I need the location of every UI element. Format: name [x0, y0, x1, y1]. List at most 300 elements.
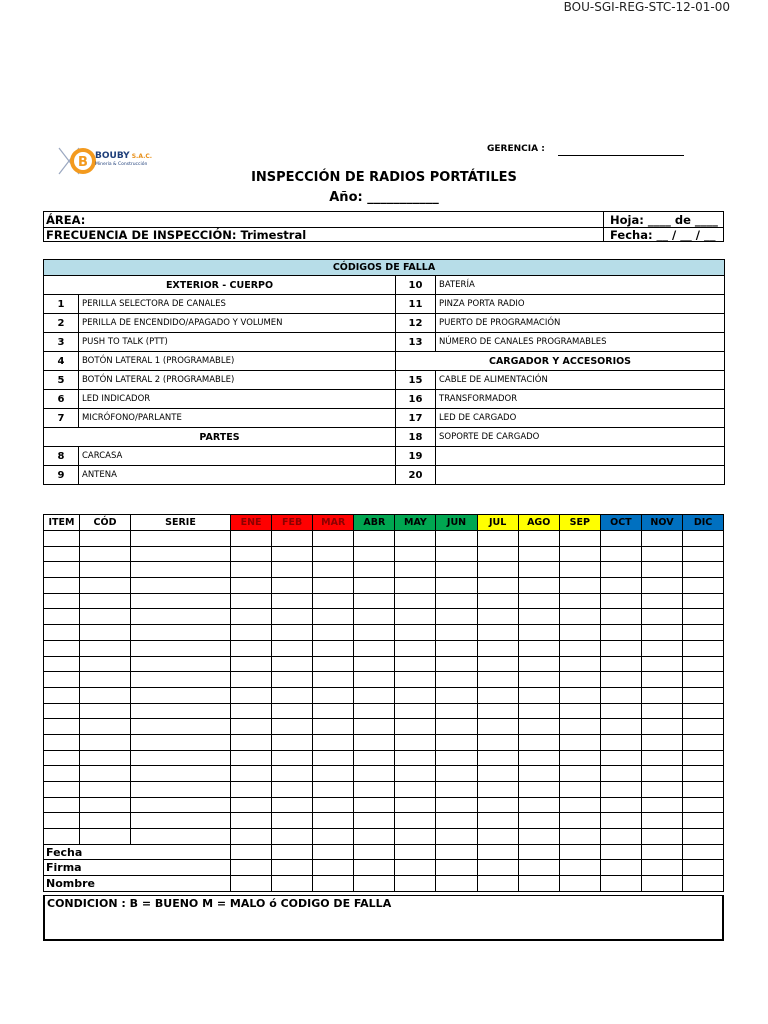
month-cell[interactable] — [354, 766, 395, 782]
month-cell[interactable] — [600, 609, 641, 625]
month-cell[interactable] — [477, 734, 518, 750]
month-cell[interactable] — [600, 687, 641, 703]
month-cell[interactable] — [600, 813, 641, 829]
month-cell[interactable] — [559, 531, 600, 547]
signature-cell[interactable] — [354, 860, 395, 876]
signature-cell[interactable] — [354, 844, 395, 860]
month-cell[interactable] — [313, 578, 354, 594]
month-cell[interactable] — [683, 609, 724, 625]
item-cell[interactable] — [44, 656, 80, 672]
month-cell[interactable] — [272, 797, 313, 813]
signature-cell[interactable] — [231, 860, 272, 876]
serie-cell[interactable] — [131, 625, 231, 641]
month-cell[interactable] — [559, 813, 600, 829]
month-cell[interactable] — [477, 578, 518, 594]
month-cell[interactable] — [641, 734, 682, 750]
month-cell[interactable] — [600, 734, 641, 750]
serie-cell[interactable] — [131, 687, 231, 703]
month-cell[interactable] — [477, 719, 518, 735]
month-cell[interactable] — [313, 640, 354, 656]
month-cell[interactable] — [477, 546, 518, 562]
code-cell[interactable] — [80, 625, 131, 641]
signature-cell[interactable] — [231, 876, 272, 892]
month-cell[interactable] — [477, 625, 518, 641]
month-cell[interactable] — [518, 750, 559, 766]
month-cell[interactable] — [477, 829, 518, 845]
code-cell[interactable] — [80, 797, 131, 813]
month-cell[interactable] — [354, 625, 395, 641]
month-cell[interactable] — [272, 593, 313, 609]
month-cell[interactable] — [683, 813, 724, 829]
month-cell[interactable] — [272, 625, 313, 641]
month-cell[interactable] — [600, 672, 641, 688]
month-cell[interactable] — [641, 625, 682, 641]
item-cell[interactable] — [44, 703, 80, 719]
month-cell[interactable] — [272, 782, 313, 798]
signature-cell[interactable] — [477, 844, 518, 860]
month-cell[interactable] — [641, 593, 682, 609]
month-cell[interactable] — [395, 562, 436, 578]
item-cell[interactable] — [44, 546, 80, 562]
month-cell[interactable] — [641, 531, 682, 547]
area-field[interactable]: ÁREA: — [46, 213, 86, 227]
month-cell[interactable] — [559, 829, 600, 845]
month-cell[interactable] — [641, 719, 682, 735]
serie-cell[interactable] — [131, 766, 231, 782]
serie-cell[interactable] — [131, 782, 231, 798]
month-cell[interactable] — [272, 672, 313, 688]
serie-cell[interactable] — [131, 531, 231, 547]
month-cell[interactable] — [683, 546, 724, 562]
month-cell[interactable] — [600, 797, 641, 813]
month-cell[interactable] — [518, 687, 559, 703]
month-cell[interactable] — [436, 750, 477, 766]
month-cell[interactable] — [559, 750, 600, 766]
month-cell[interactable] — [436, 766, 477, 782]
month-cell[interactable] — [559, 625, 600, 641]
item-cell[interactable] — [44, 797, 80, 813]
month-cell[interactable] — [641, 687, 682, 703]
item-cell[interactable] — [44, 625, 80, 641]
code-cell[interactable] — [80, 750, 131, 766]
month-cell[interactable] — [231, 656, 272, 672]
month-cell[interactable] — [683, 703, 724, 719]
month-cell[interactable] — [477, 640, 518, 656]
month-cell[interactable] — [641, 766, 682, 782]
signature-cell[interactable] — [231, 844, 272, 860]
month-cell[interactable] — [231, 766, 272, 782]
month-cell[interactable] — [395, 546, 436, 562]
month-cell[interactable] — [641, 797, 682, 813]
month-cell[interactable] — [395, 782, 436, 798]
month-cell[interactable] — [518, 656, 559, 672]
month-cell[interactable] — [313, 766, 354, 782]
month-cell[interactable] — [683, 687, 724, 703]
serie-cell[interactable] — [131, 562, 231, 578]
code-cell[interactable] — [80, 609, 131, 625]
month-cell[interactable] — [518, 578, 559, 594]
month-cell[interactable] — [559, 640, 600, 656]
code-cell[interactable] — [80, 813, 131, 829]
month-cell[interactable] — [559, 719, 600, 735]
month-cell[interactable] — [559, 687, 600, 703]
month-cell[interactable] — [477, 656, 518, 672]
signature-cell[interactable] — [683, 860, 724, 876]
month-cell[interactable] — [436, 734, 477, 750]
serie-cell[interactable] — [131, 672, 231, 688]
signature-cell[interactable] — [559, 876, 600, 892]
month-cell[interactable] — [313, 672, 354, 688]
signature-cell[interactable] — [477, 876, 518, 892]
month-cell[interactable] — [559, 656, 600, 672]
month-cell[interactable] — [600, 829, 641, 845]
code-cell[interactable] — [80, 719, 131, 735]
month-cell[interactable] — [600, 546, 641, 562]
code-cell[interactable] — [80, 687, 131, 703]
signature-cell[interactable] — [436, 860, 477, 876]
month-cell[interactable] — [395, 625, 436, 641]
month-cell[interactable] — [272, 719, 313, 735]
item-cell[interactable] — [44, 562, 80, 578]
month-cell[interactable] — [683, 782, 724, 798]
month-cell[interactable] — [231, 593, 272, 609]
month-cell[interactable] — [641, 829, 682, 845]
signature-cell[interactable] — [313, 844, 354, 860]
code-cell[interactable] — [80, 672, 131, 688]
month-cell[interactable] — [272, 750, 313, 766]
sheet-field[interactable]: Hoja: ____ de ____ — [610, 213, 718, 227]
month-cell[interactable] — [395, 829, 436, 845]
month-cell[interactable] — [354, 829, 395, 845]
month-cell[interactable] — [231, 640, 272, 656]
month-cell[interactable] — [436, 719, 477, 735]
month-cell[interactable] — [395, 687, 436, 703]
month-cell[interactable] — [354, 734, 395, 750]
month-cell[interactable] — [313, 609, 354, 625]
year-field[interactable]: Año: ___________ — [329, 190, 439, 205]
month-cell[interactable] — [683, 719, 724, 735]
code-cell[interactable] — [80, 578, 131, 594]
signature-cell[interactable] — [600, 860, 641, 876]
month-cell[interactable] — [354, 782, 395, 798]
serie-cell[interactable] — [131, 609, 231, 625]
month-cell[interactable] — [683, 593, 724, 609]
serie-cell[interactable] — [131, 593, 231, 609]
month-cell[interactable] — [231, 782, 272, 798]
signature-cell[interactable] — [518, 876, 559, 892]
month-cell[interactable] — [518, 625, 559, 641]
month-cell[interactable] — [641, 656, 682, 672]
item-cell[interactable] — [44, 640, 80, 656]
signature-cell[interactable] — [272, 860, 313, 876]
month-cell[interactable] — [313, 829, 354, 845]
month-cell[interactable] — [395, 719, 436, 735]
month-cell[interactable] — [272, 734, 313, 750]
code-cell[interactable] — [80, 766, 131, 782]
month-cell[interactable] — [436, 625, 477, 641]
month-cell[interactable] — [436, 640, 477, 656]
serie-cell[interactable] — [131, 813, 231, 829]
month-cell[interactable] — [559, 609, 600, 625]
signature-cell[interactable] — [559, 860, 600, 876]
month-cell[interactable] — [559, 546, 600, 562]
month-cell[interactable] — [518, 562, 559, 578]
month-cell[interactable] — [683, 578, 724, 594]
month-cell[interactable] — [600, 562, 641, 578]
month-cell[interactable] — [600, 578, 641, 594]
month-cell[interactable] — [518, 829, 559, 845]
month-cell[interactable] — [600, 640, 641, 656]
signature-cell[interactable] — [395, 844, 436, 860]
month-cell[interactable] — [231, 829, 272, 845]
serie-cell[interactable] — [131, 719, 231, 735]
month-cell[interactable] — [354, 578, 395, 594]
month-cell[interactable] — [518, 703, 559, 719]
item-cell[interactable] — [44, 609, 80, 625]
item-cell[interactable] — [44, 829, 80, 845]
month-cell[interactable] — [436, 593, 477, 609]
month-cell[interactable] — [436, 609, 477, 625]
serie-cell[interactable] — [131, 829, 231, 845]
month-cell[interactable] — [395, 766, 436, 782]
month-cell[interactable] — [518, 734, 559, 750]
month-cell[interactable] — [231, 797, 272, 813]
month-cell[interactable] — [683, 766, 724, 782]
month-cell[interactable] — [559, 766, 600, 782]
month-cell[interactable] — [272, 703, 313, 719]
month-cell[interactable] — [518, 719, 559, 735]
month-cell[interactable] — [272, 829, 313, 845]
month-cell[interactable] — [313, 687, 354, 703]
month-cell[interactable] — [231, 672, 272, 688]
item-cell[interactable] — [44, 672, 80, 688]
code-cell[interactable] — [80, 593, 131, 609]
month-cell[interactable] — [436, 531, 477, 547]
code-cell[interactable] — [80, 734, 131, 750]
code-cell[interactable] — [80, 829, 131, 845]
month-cell[interactable] — [477, 766, 518, 782]
month-cell[interactable] — [272, 687, 313, 703]
month-cell[interactable] — [272, 640, 313, 656]
month-cell[interactable] — [477, 797, 518, 813]
month-cell[interactable] — [436, 578, 477, 594]
month-cell[interactable] — [518, 782, 559, 798]
month-cell[interactable] — [641, 578, 682, 594]
month-cell[interactable] — [272, 656, 313, 672]
month-cell[interactable] — [231, 625, 272, 641]
serie-cell[interactable] — [131, 578, 231, 594]
month-cell[interactable] — [231, 750, 272, 766]
month-cell[interactable] — [518, 813, 559, 829]
serie-cell[interactable] — [131, 640, 231, 656]
month-cell[interactable] — [641, 813, 682, 829]
item-cell[interactable] — [44, 719, 80, 735]
signature-cell[interactable] — [641, 860, 682, 876]
month-cell[interactable] — [518, 593, 559, 609]
item-cell[interactable] — [44, 750, 80, 766]
month-cell[interactable] — [395, 578, 436, 594]
month-cell[interactable] — [313, 593, 354, 609]
signature-cell[interactable] — [477, 860, 518, 876]
serie-cell[interactable] — [131, 546, 231, 562]
month-cell[interactable] — [272, 766, 313, 782]
month-cell[interactable] — [518, 609, 559, 625]
month-cell[interactable] — [641, 703, 682, 719]
month-cell[interactable] — [436, 687, 477, 703]
month-cell[interactable] — [477, 609, 518, 625]
month-cell[interactable] — [395, 672, 436, 688]
item-cell[interactable] — [44, 578, 80, 594]
month-cell[interactable] — [641, 562, 682, 578]
signature-cell[interactable] — [600, 876, 641, 892]
month-cell[interactable] — [641, 750, 682, 766]
item-cell[interactable] — [44, 687, 80, 703]
month-cell[interactable] — [559, 703, 600, 719]
month-cell[interactable] — [354, 813, 395, 829]
month-cell[interactable] — [559, 672, 600, 688]
month-cell[interactable] — [395, 703, 436, 719]
code-cell[interactable] — [80, 546, 131, 562]
month-cell[interactable] — [600, 703, 641, 719]
month-cell[interactable] — [518, 766, 559, 782]
month-cell[interactable] — [600, 750, 641, 766]
month-cell[interactable] — [354, 593, 395, 609]
month-cell[interactable] — [600, 719, 641, 735]
month-cell[interactable] — [518, 531, 559, 547]
serie-cell[interactable] — [131, 750, 231, 766]
month-cell[interactable] — [395, 797, 436, 813]
month-cell[interactable] — [354, 546, 395, 562]
month-cell[interactable] — [683, 640, 724, 656]
item-cell[interactable] — [44, 593, 80, 609]
month-cell[interactable] — [641, 609, 682, 625]
month-cell[interactable] — [354, 703, 395, 719]
month-cell[interactable] — [477, 687, 518, 703]
month-cell[interactable] — [231, 562, 272, 578]
month-cell[interactable] — [518, 640, 559, 656]
month-cell[interactable] — [313, 719, 354, 735]
month-cell[interactable] — [313, 782, 354, 798]
month-cell[interactable] — [477, 750, 518, 766]
month-cell[interactable] — [518, 797, 559, 813]
month-cell[interactable] — [600, 625, 641, 641]
signature-cell[interactable] — [313, 860, 354, 876]
month-cell[interactable] — [477, 593, 518, 609]
month-cell[interactable] — [272, 609, 313, 625]
item-cell[interactable] — [44, 782, 80, 798]
month-cell[interactable] — [683, 531, 724, 547]
month-cell[interactable] — [272, 813, 313, 829]
signature-cell[interactable] — [559, 844, 600, 860]
signature-cell[interactable] — [436, 876, 477, 892]
item-cell[interactable] — [44, 813, 80, 829]
code-cell[interactable] — [80, 562, 131, 578]
month-cell[interactable] — [477, 531, 518, 547]
month-cell[interactable] — [683, 797, 724, 813]
month-cell[interactable] — [231, 703, 272, 719]
month-cell[interactable] — [436, 829, 477, 845]
item-cell[interactable] — [44, 766, 80, 782]
month-cell[interactable] — [313, 531, 354, 547]
month-cell[interactable] — [600, 593, 641, 609]
serie-cell[interactable] — [131, 734, 231, 750]
month-cell[interactable] — [354, 562, 395, 578]
month-cell[interactable] — [231, 546, 272, 562]
month-cell[interactable] — [313, 562, 354, 578]
month-cell[interactable] — [600, 766, 641, 782]
month-cell[interactable] — [600, 531, 641, 547]
serie-cell[interactable] — [131, 656, 231, 672]
month-cell[interactable] — [477, 703, 518, 719]
signature-cell[interactable] — [354, 876, 395, 892]
month-cell[interactable] — [354, 687, 395, 703]
code-cell[interactable] — [80, 640, 131, 656]
signature-cell[interactable] — [272, 844, 313, 860]
month-cell[interactable] — [683, 734, 724, 750]
month-cell[interactable] — [313, 703, 354, 719]
month-cell[interactable] — [683, 750, 724, 766]
month-cell[interactable] — [600, 782, 641, 798]
signature-cell[interactable] — [313, 876, 354, 892]
signature-cell[interactable] — [518, 860, 559, 876]
month-cell[interactable] — [559, 797, 600, 813]
month-cell[interactable] — [600, 656, 641, 672]
gerencia-field[interactable] — [558, 155, 684, 156]
item-cell[interactable] — [44, 734, 80, 750]
code-cell[interactable] — [80, 531, 131, 547]
month-cell[interactable] — [354, 609, 395, 625]
month-cell[interactable] — [641, 640, 682, 656]
month-cell[interactable] — [231, 578, 272, 594]
signature-cell[interactable] — [395, 860, 436, 876]
month-cell[interactable] — [559, 593, 600, 609]
signature-cell[interactable] — [641, 844, 682, 860]
month-cell[interactable] — [231, 609, 272, 625]
month-cell[interactable] — [395, 609, 436, 625]
month-cell[interactable] — [436, 562, 477, 578]
signature-cell[interactable] — [436, 844, 477, 860]
month-cell[interactable] — [518, 672, 559, 688]
month-cell[interactable] — [683, 829, 724, 845]
month-cell[interactable] — [395, 640, 436, 656]
month-cell[interactable] — [395, 750, 436, 766]
item-cell[interactable] — [44, 531, 80, 547]
signature-cell[interactable] — [683, 876, 724, 892]
month-cell[interactable] — [559, 578, 600, 594]
month-cell[interactable] — [395, 734, 436, 750]
month-cell[interactable] — [313, 750, 354, 766]
month-cell[interactable] — [231, 531, 272, 547]
month-cell[interactable] — [231, 719, 272, 735]
month-cell[interactable] — [683, 656, 724, 672]
serie-cell[interactable] — [131, 797, 231, 813]
month-cell[interactable] — [477, 562, 518, 578]
month-cell[interactable] — [354, 750, 395, 766]
month-cell[interactable] — [313, 625, 354, 641]
month-cell[interactable] — [477, 782, 518, 798]
month-cell[interactable] — [559, 734, 600, 750]
month-cell[interactable] — [436, 672, 477, 688]
month-cell[interactable] — [683, 625, 724, 641]
month-cell[interactable] — [231, 813, 272, 829]
month-cell[interactable] — [436, 703, 477, 719]
code-cell[interactable] — [80, 782, 131, 798]
month-cell[interactable] — [436, 782, 477, 798]
month-cell[interactable] — [436, 813, 477, 829]
month-cell[interactable] — [641, 782, 682, 798]
month-cell[interactable] — [395, 593, 436, 609]
month-cell[interactable] — [477, 672, 518, 688]
